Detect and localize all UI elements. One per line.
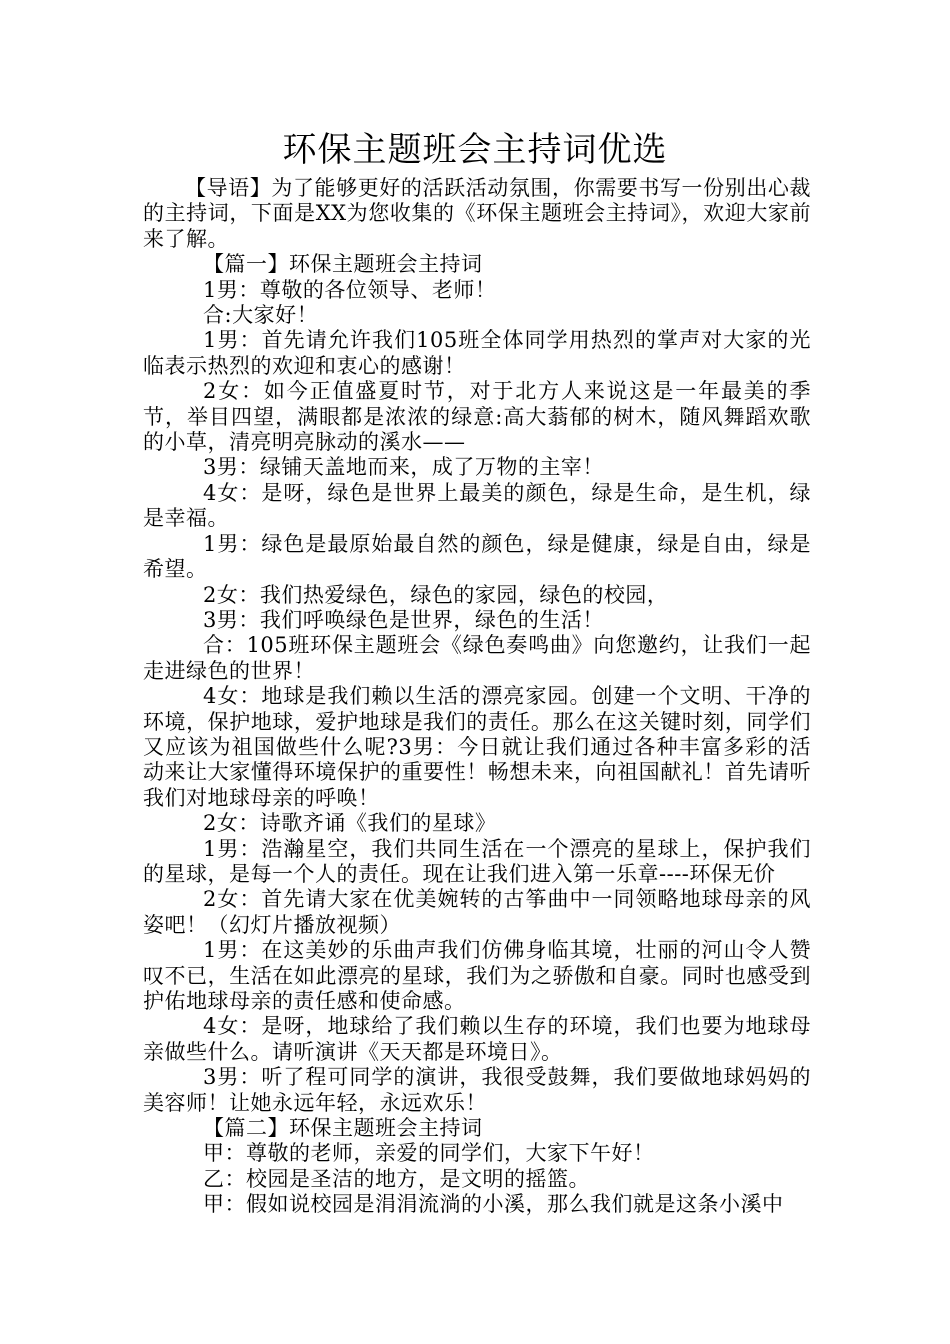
document-title: 环保主题班会主持词优选 <box>282 130 668 170</box>
paragraph: 1男：首先请允许我们105班全体同学用热烈的掌声对大家的光临表示热烈的欢迎和衷心的感谢！ <box>143 328 811 378</box>
paragraph: 1男：尊敬的各位领导、老师！ <box>203 277 497 302</box>
paragraph: 4女：地球是我们赖以生活的漂亮家园。创建一个文明、干净的环境，保护地球，爱护地球是我们的责任。那么在这关键时刻，同学们又应该为祖国做些什么呢?3男：今日就让我们通过各种丰富多彩的活动来让大家懂得环境保护的重要性！畅想未来，向祖国献礼！首先请听我们对地球母亲的呼唤！ <box>143 684 811 810</box>
paragraph: 合:大家好！ <box>203 303 319 328</box>
paragraph: 4女：是呀，地球给了我们赖以生存的环境，我们也要为地球母亲做些什么。请听演讲《天天都是环境日》。 <box>143 1014 811 1064</box>
paragraph: 合：105班环保主题班会《绿色奏鸣曲》向您邀约，让我们一起走进绿色的世界！ <box>143 633 811 683</box>
paragraph: 3男：我们呼唤绿色是世界，绿色的生活！ <box>203 607 604 632</box>
paragraph: 1男：绿色是最原始最自然的颜色，绿是健康，绿是自由，绿是希望。 <box>143 531 811 582</box>
section-heading-1: 【篇一】环保主题班会主持词 <box>203 252 483 277</box>
paragraph: 2女：首先请大家在优美婉转的古筝曲中一同领略地球母亲的风姿吧！（幻灯片播放视频） <box>143 887 811 937</box>
paragraph: 2女：诗歌齐诵《我们的星球》 <box>203 811 497 836</box>
paragraph: 乙：校园是圣洁的地方，是文明的摇篮。 <box>203 1166 590 1191</box>
paragraph: 2女：我们热爱绿色，绿色的家园，绿色的校园， <box>203 582 669 607</box>
section-heading-2: 【篇二】环保主题班会主持词 <box>203 1116 483 1141</box>
paragraph: 1男：在这美妙的乐曲声我们仿佛身临其境，壮丽的河山令人赞叹不已，生活在如此漂亮的星球，我们为之骄傲和自豪。同时也感受到护佑地球母亲的责任感和使命感。 <box>143 938 811 1013</box>
paragraph: 甲：尊敬的老师，亲爱的同学们，大家下午好！ <box>203 1141 655 1166</box>
paragraph: 2女：如今正值盛夏时节，对于北方人来说这是一年最美的季节，举目四望，满眼都是浓浓的绿意:高大蓊郁的树木，随风舞蹈欢歌的小草，清亮明亮脉动的溪水—— <box>143 379 811 455</box>
paragraph-intro: 【导语】为了能够更好的活跃活动氛围，你需要书写一份别出心裁的主持词，下面是XX为您收集的《环保主题班会主持词》，欢迎大家前来了解。 <box>143 176 811 251</box>
paragraph: 3男：绿铺天盖地而来，成了万物的主宰！ <box>203 455 604 480</box>
paragraph: 1男：浩瀚星空，我们共同生活在一个漂亮的星球上，保护我们的星球，是每一个人的责任。现在让我们进入第一乐章----环保无价 <box>143 836 811 886</box>
paragraph: 4女：是呀，绿色是世界上最美的颜色，绿是生命，是生机，绿是幸福。 <box>143 480 811 531</box>
document-body <box>143 176 811 1218</box>
paragraph: 甲：假如说校园是涓涓流淌的小溪，那么我们就是这条小溪中 <box>203 1192 784 1217</box>
paragraph: 3男：听了程可同学的演讲，我很受鼓舞，我们要做地球妈妈的美容师！让她永远年轻，永远欢乐！ <box>143 1065 811 1115</box>
